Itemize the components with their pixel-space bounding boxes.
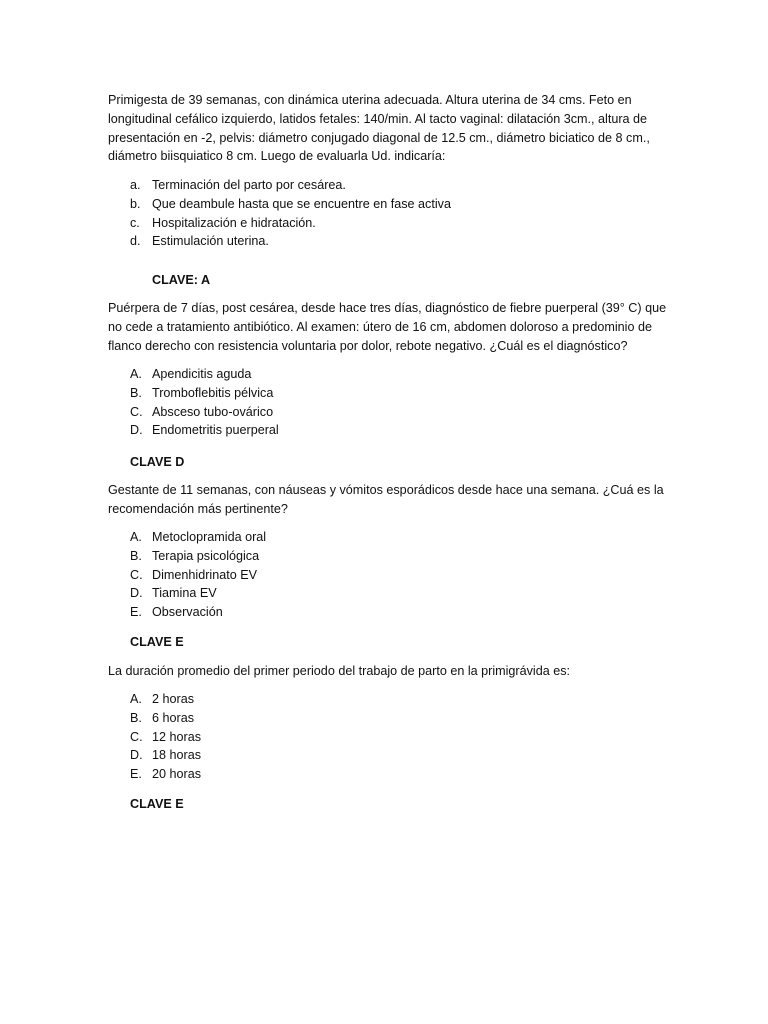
option-letter: C. [130, 567, 143, 582]
option-item [108, 384, 648, 403]
option-item [108, 566, 648, 585]
option-item [108, 232, 648, 251]
option-item [108, 728, 648, 747]
option-text: Estimulación uterina. [152, 234, 269, 249]
option-letter: C. [130, 404, 143, 419]
option-text: Observación [152, 605, 223, 620]
question-4-text: La duración promedio del primer periodo del trabajo de parto en la primigrávida es: [108, 664, 571, 678]
option-item [108, 195, 648, 214]
option-letter: B. [130, 548, 142, 563]
option-item [108, 709, 648, 728]
option-item [108, 403, 648, 422]
option-item [108, 584, 648, 603]
option-text: Que deambule hasta que se encuentre en fase activa [152, 196, 451, 211]
option-text: Tromboflebitis pélvica [152, 385, 274, 400]
option-item [108, 765, 648, 784]
option-text: Apendicitis aguda [152, 367, 252, 381]
option-letter: A. [130, 367, 142, 381]
option-text: 12 horas [152, 729, 202, 744]
option-item [108, 547, 648, 566]
option-letter: D. [130, 748, 143, 763]
option-letter: B. [130, 710, 142, 725]
option-text: 2 horas [152, 692, 195, 706]
option-text: 18 horas [152, 748, 202, 763]
option-letter: D. [130, 586, 143, 601]
option-letter: B. [130, 385, 142, 400]
option-text: Terminación del parto por cesárea. [152, 178, 346, 192]
option-item [108, 365, 648, 384]
option-text: 6 horas [152, 710, 195, 725]
option-letter: E. [130, 767, 142, 782]
option-item [108, 690, 648, 709]
option-letter: C. [130, 729, 143, 744]
answer-key-4: CLAVE E [130, 797, 184, 811]
question-1-options [108, 176, 648, 251]
option-text: Tiamina EV [152, 586, 217, 601]
option-letter: b. [130, 196, 141, 211]
option-item [108, 603, 648, 622]
option-text: Metoclopramida oral [152, 530, 267, 544]
option-text: Hospitalización e hidratación. [152, 215, 316, 230]
option-item [108, 746, 648, 765]
option-text: Terapia psicológica [152, 548, 260, 563]
option-text: Dimenhidrinato EV [152, 567, 257, 582]
option-text: Absceso tubo-ovárico [152, 404, 274, 419]
option-letter: a. [130, 178, 141, 192]
question-3-options [108, 528, 648, 622]
question-3-text: Gestante de 11 semanas, con náuseas y vómitos esporádicos desde hace una semana. ¿Cuá es la recomendación más pertinente? [108, 483, 664, 516]
option-item [108, 528, 648, 547]
option-item [108, 421, 648, 440]
answer-key-1: CLAVE: A [152, 273, 211, 287]
question-4-options [108, 690, 648, 784]
option-letter: d. [130, 234, 141, 249]
answer-key-3: CLAVE E [130, 635, 184, 649]
option-letter: E. [130, 605, 142, 620]
question-2-options [108, 365, 648, 440]
option-text: 20 horas [152, 767, 202, 782]
option-letter: c. [130, 215, 140, 230]
option-letter: A. [130, 692, 142, 706]
option-letter: D. [130, 423, 143, 438]
option-text: Endometritis puerperal [152, 423, 279, 438]
answer-key-2: CLAVE D [130, 455, 185, 469]
question-2-text: Puérpera de 7 días, post cesárea, desde hace tres días, diagnóstico de fiebre puerperal (39° C) que no cede a tratamiento antibiótico. Al examen: útero de 16 cm, abdomen doloroso a predominio de flanco derecho con resistencia voluntaria por dolor, rebote negativo. ¿Cuál es el diagnóstico? [108, 301, 667, 353]
question-1-text: Primigesta de 39 semanas, con dinámica uterina adecuada. Altura uterina de 34 cms. Feto en longitudinal cefálico izquierdo, latidos fetales: 140/min. Al tacto vaginal: dilatación 3cm., altura de presentación en -2, pelvis: diámetro conjugado diagonal de 12.5 cm., diámetro biciatico de 8 cm., diámetro biisquiatico 8 cm. Luego de evaluarla Ud. indicaría: [108, 93, 650, 164]
option-item [108, 176, 648, 195]
option-letter: A. [130, 530, 142, 544]
option-item [108, 214, 648, 233]
